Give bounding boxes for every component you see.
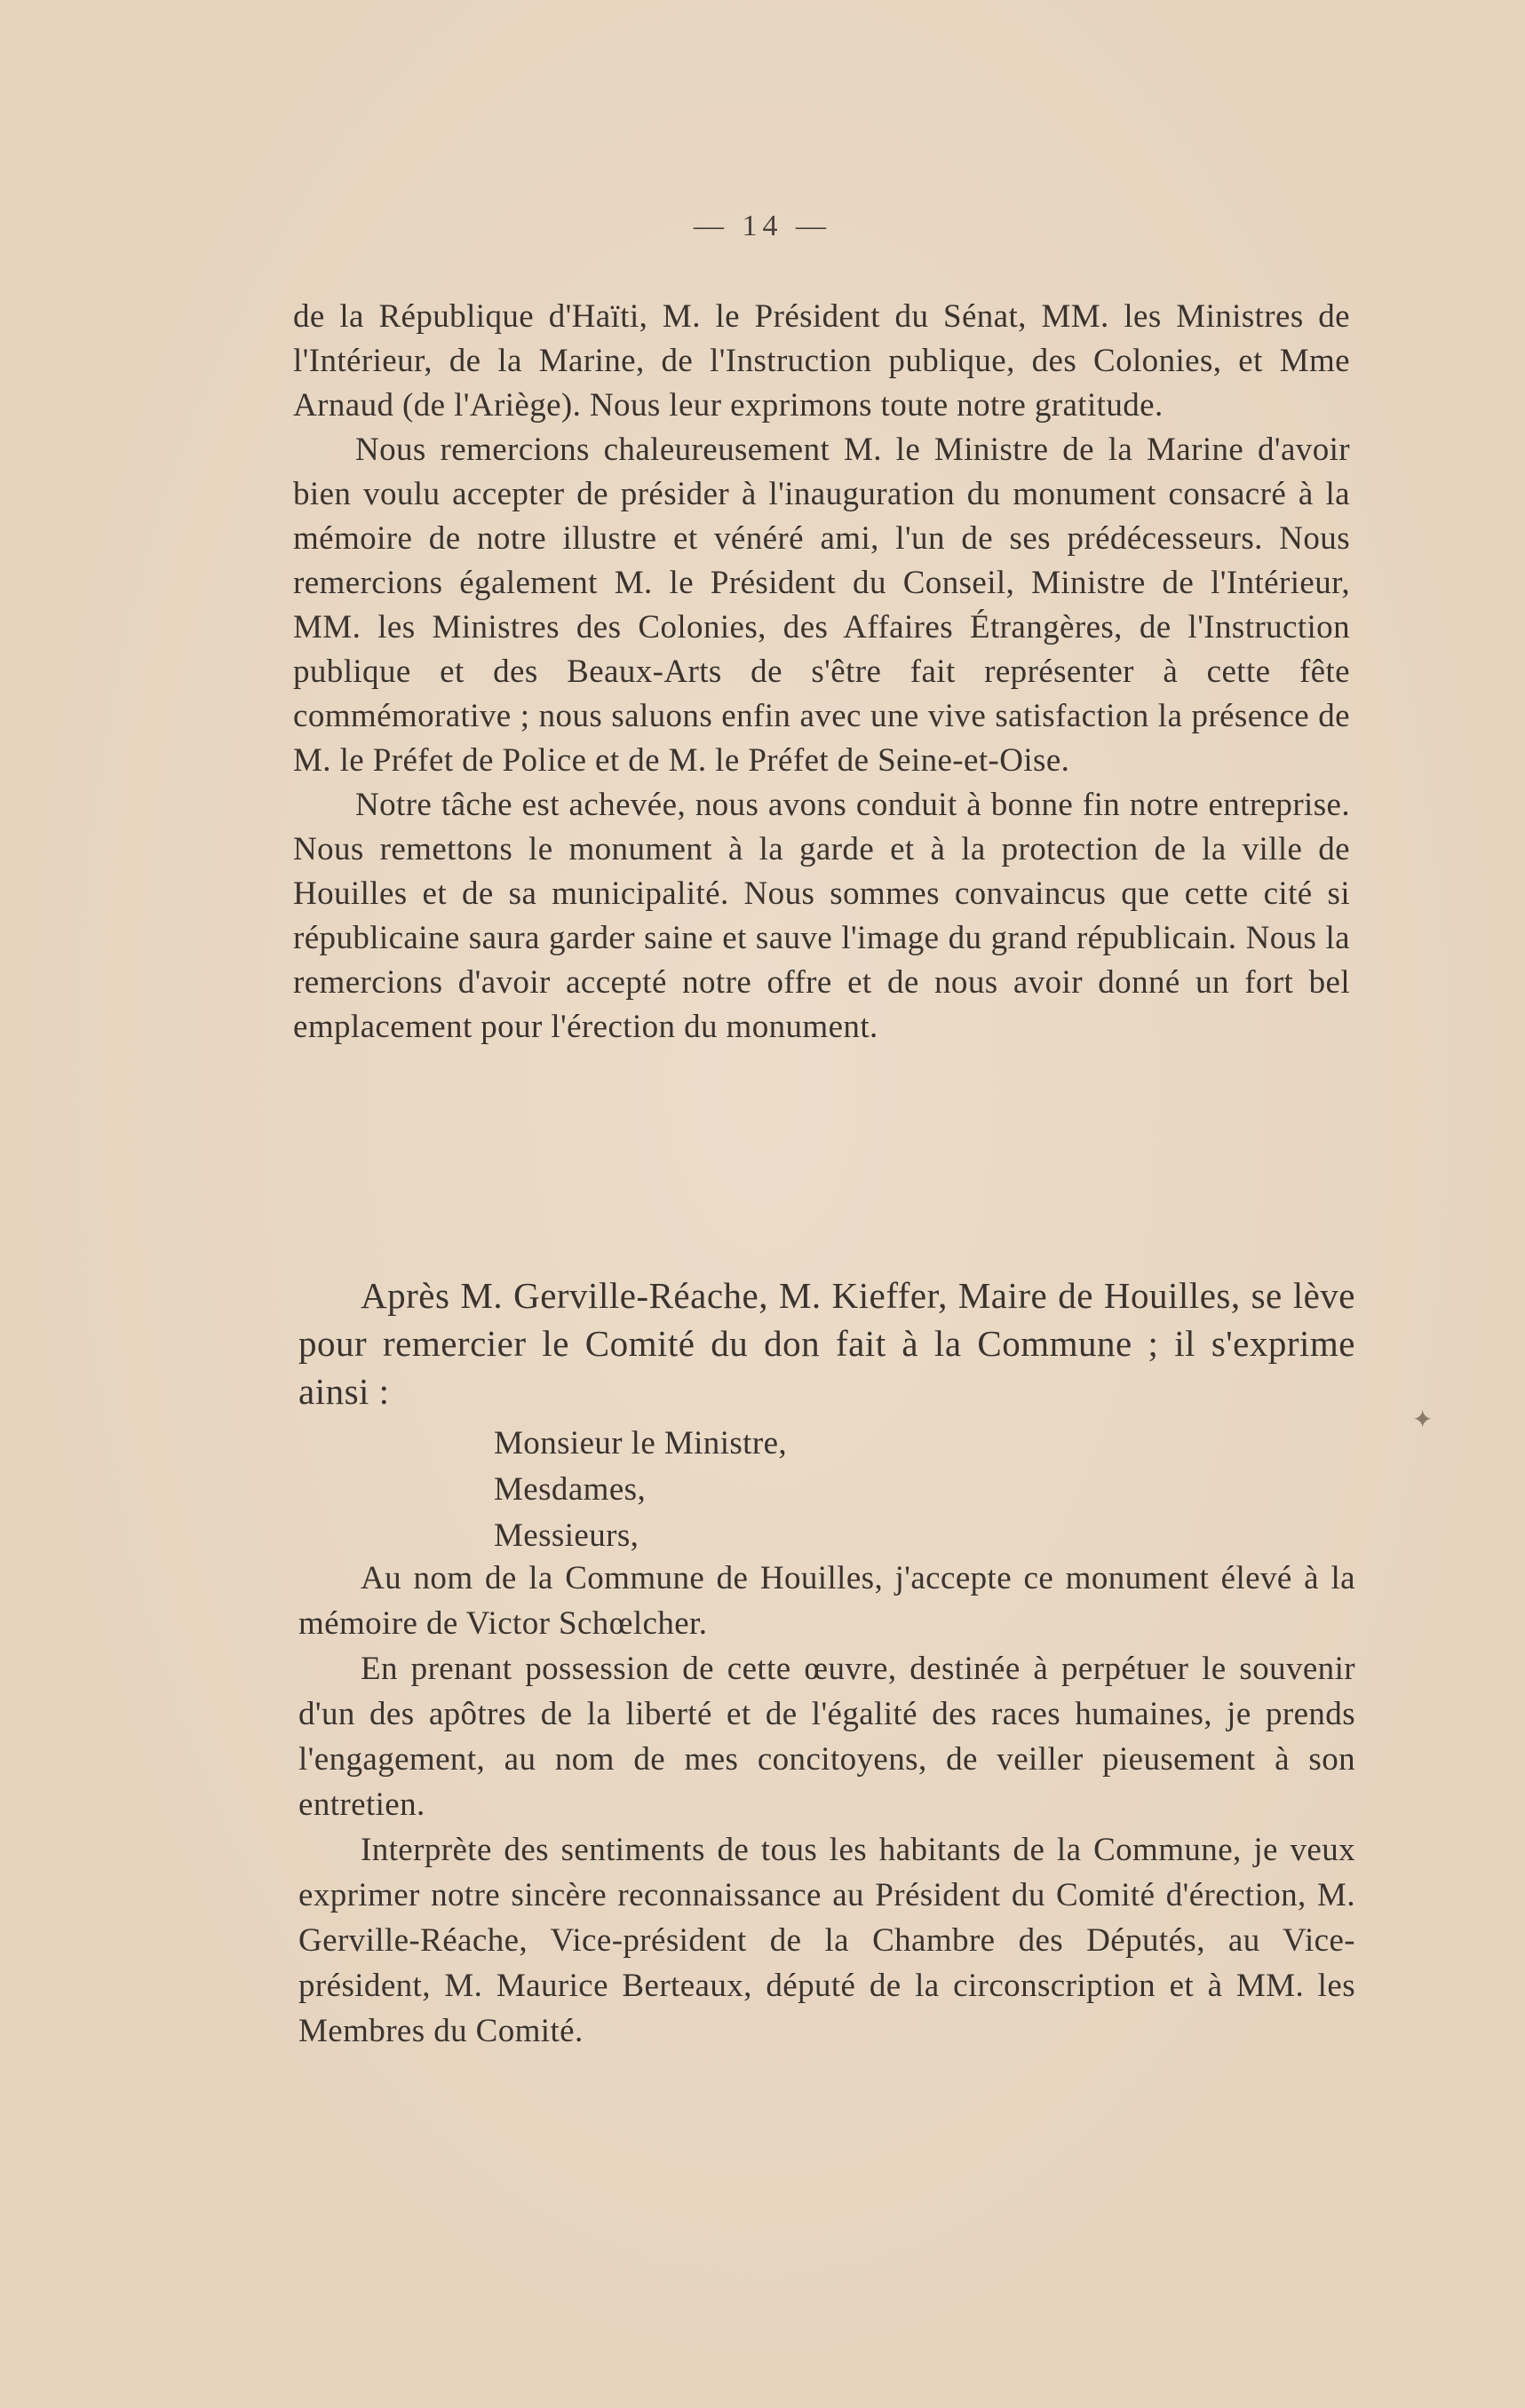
intro-paragraph: Après M. Gerville-Réache, M. Kieffer, Maire de Houilles, se lève pour remercier le Comité du don fait à la Commune ; il s'exprime ainsi : bbox=[298, 1275, 1355, 1412]
section-committee-thanks bbox=[293, 295, 1350, 1050]
salutation-line: Monsieur le Ministre, bbox=[494, 1425, 788, 1461]
salutation-line: Mesdames, bbox=[494, 1471, 647, 1508]
section-mayor-speech bbox=[298, 1556, 1355, 2054]
ink-speck-icon: ✦ bbox=[1412, 1406, 1434, 1434]
paragraph: Notre tâche est achevée, nous avons conduit à bonne fin notre entreprise. Nous remettons le monument à la garde et à la protection de la ville de Houilles et de sa municipalité. Nous sommes convaincus que cette cité si républicaine saura garder saine et sauve l'image du grand républicain. Nous la remercions d'avoir accepté notre offre et de nous avoir donné un fort bel emplacement pour l'érection du monument. bbox=[293, 787, 1350, 1045]
paragraph: En prenant possession de cette œuvre, destinée à perpétuer le souvenir d'un des apôtres de la liberté et de l'égalité des races humaines, je prends l'engagement, au nom de mes concitoyens, de veiller pieusement à son entretien. bbox=[298, 1651, 1355, 1823]
section-mayor-intro bbox=[298, 1271, 1355, 1415]
page-number: — 14 — bbox=[694, 210, 831, 242]
salutation-line: Messieurs, bbox=[494, 1517, 639, 1554]
paragraph: Nous remercions chaleureusement M. le Ministre de la Marine d'avoir bien voulu accepter de présider à l'inauguration du monument consacré à la mémoire de notre illustre et vénéré ami, l'un de ses prédécesseurs. Nous remercions également M. le Président du Conseil, Ministre de l'Intérieur, MM. les Ministres des Colonies, des Affaires Étrangères, de l'Instruction publique et des Beaux-Arts de s'être fait représenter à cette fête commémorative ; nous saluons enfin avec une vive satisfaction la présence de M. le Préfet de Police et de M. le Préfet de Seine-et-Oise. bbox=[293, 432, 1350, 779]
paragraph: Interprète des sentiments de tous les habitants de la Commune, je veux exprimer notre sincère reconnaissance au Président du Comité d'érection, M. Gerville-Réache, Vice-président de la Chambre des Députés, au Vice-président, M. Maurice Berteaux, député de la circonscription et à MM. les Membres du Comité. bbox=[298, 1832, 1355, 2049]
paragraph: Au nom de la Commune de Houilles, j'accepte ce monument élevé à la mémoire de Victor Schœlcher. bbox=[298, 1560, 1355, 1642]
paragraph: de la République d'Haïti, M. le Président du Sénat, MM. les Ministres de l'Intérieur, de la Marine, de l'Instruction publique, des Colonies, et Mme Arnaud (de l'Ariège). Nous leur exprimons toute notre gratitude. bbox=[293, 298, 1350, 424]
